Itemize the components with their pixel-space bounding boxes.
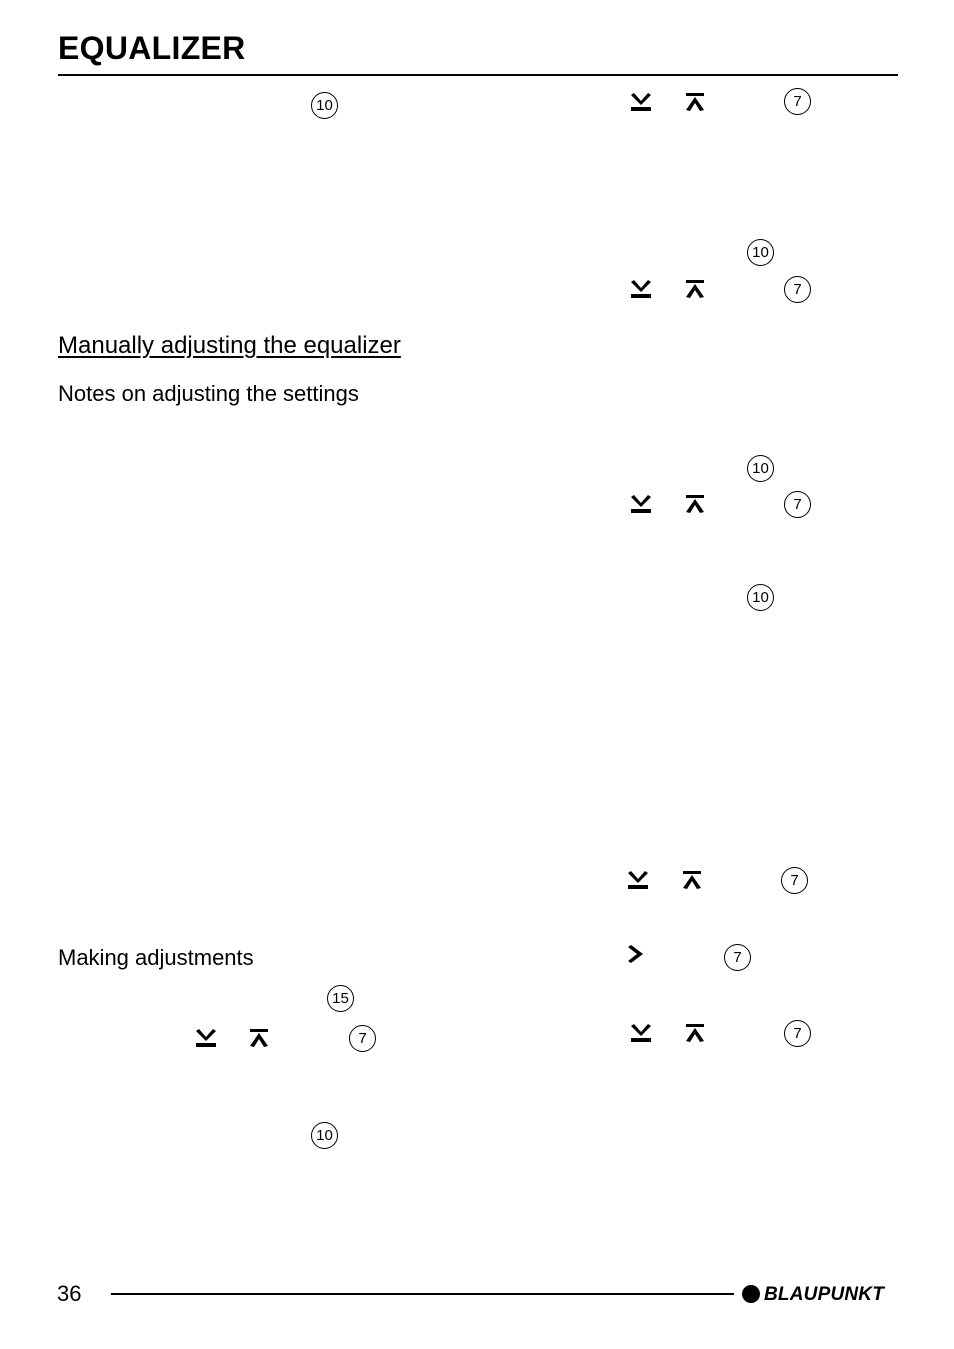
section-heading: Manually adjusting the equalizer [58, 332, 401, 359]
callout-10: 10 [747, 239, 774, 266]
callout-7: 7 [784, 491, 811, 518]
up-arrow-button-icon [684, 1023, 706, 1043]
callout-10: 10 [311, 1122, 338, 1149]
subheading-notes: Notes on adjusting the settings [58, 381, 359, 406]
subheading-making-adjustments: Making adjustments [58, 945, 254, 970]
page-number: 36 [57, 1281, 82, 1306]
callout-10: 10 [747, 584, 774, 611]
logo-dot-icon [742, 1285, 760, 1303]
callout-7: 7 [784, 276, 811, 303]
down-arrow-button-icon [630, 1023, 652, 1043]
up-arrow-button-icon [681, 870, 703, 890]
up-arrow-button-icon [684, 279, 706, 299]
callout-7: 7 [784, 1020, 811, 1047]
down-arrow-button-icon [630, 279, 652, 299]
down-arrow-button-icon [630, 494, 652, 514]
callout-7: 7 [724, 944, 751, 971]
down-arrow-button-icon [627, 870, 649, 890]
callout-10: 10 [311, 92, 338, 119]
up-arrow-button-icon [684, 494, 706, 514]
up-arrow-button-icon [248, 1028, 270, 1048]
callout-10: 10 [747, 455, 774, 482]
right-arrow-button-icon [627, 945, 649, 965]
down-arrow-button-icon [630, 92, 652, 112]
callout-15: 15 [327, 985, 354, 1012]
up-arrow-button-icon [684, 92, 706, 112]
brand-logo [742, 1282, 884, 1306]
callout-7: 7 [781, 867, 808, 894]
callout-7: 7 [784, 88, 811, 115]
title-rule [58, 74, 898, 76]
footer-rule [111, 1293, 734, 1295]
down-arrow-button-icon [195, 1028, 217, 1048]
brand-name: BLAUPUNKT [764, 1283, 885, 1305]
page-title: EQUALIZER [58, 30, 246, 66]
callout-7: 7 [349, 1025, 376, 1052]
